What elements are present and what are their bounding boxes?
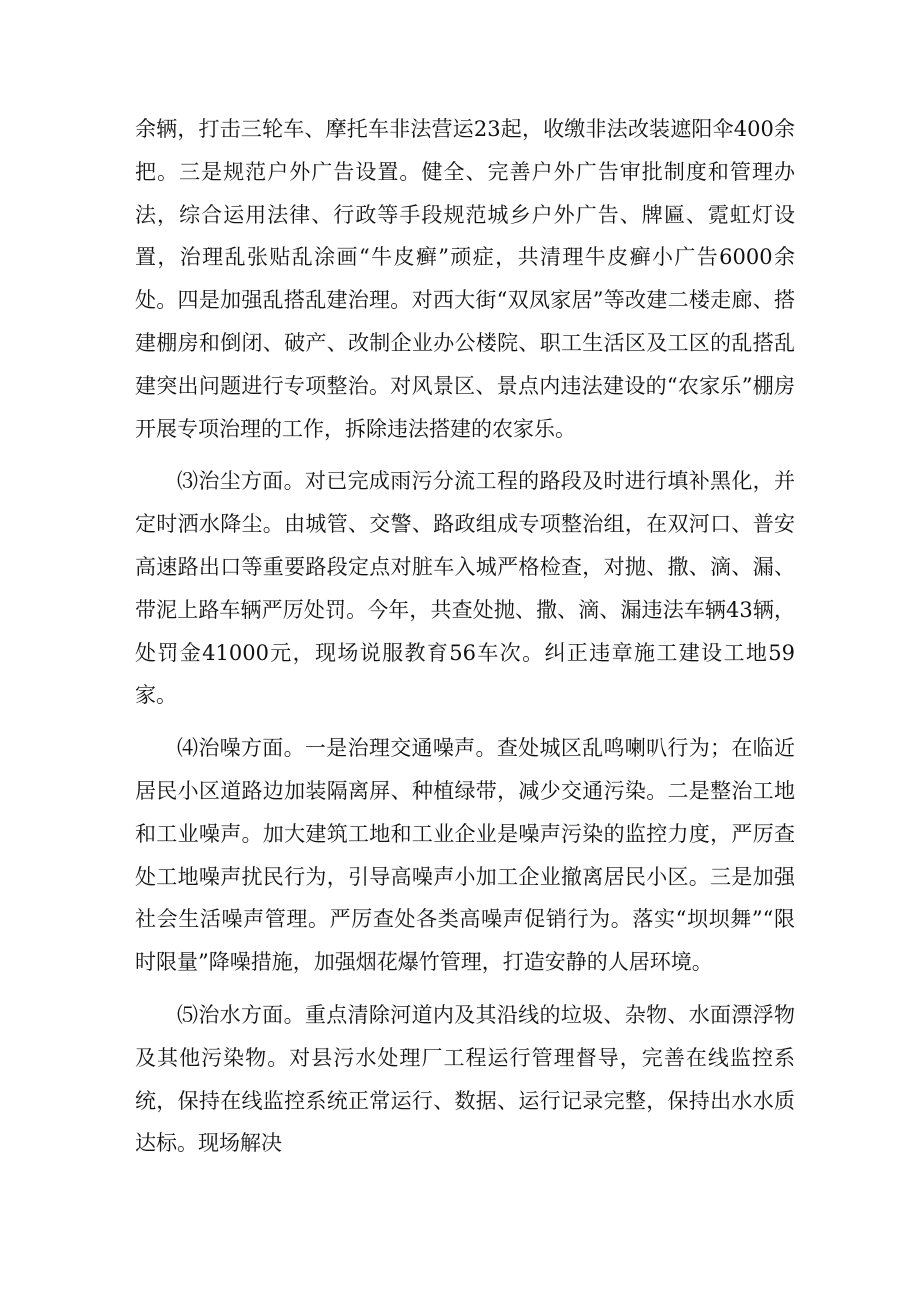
paragraph-outdoor-ads-and-illegal-construction: 余辆，打击三轮车、摩托车非法营运23起，收缴非法改装遮阳伞400余把。三是规范户外广告设置。健全、完善户外广告审批制度和管理办法，综合运用法律、行政等手段规范城乡户外广告、牌匾、霓虹灯设置，治理乱张贴乱涂画“牛皮癣”顽症，共清理牛皮癣小广告6000余处。四是加强乱搭乱建治理。对西大街“双凤家居”等改建二楼走廊、搭建棚房和倒闭、破产、改制企业办公楼院、职工生活区及工区的乱搭乱建突出问题进行专项整治。对风景区、景点内违法建设的“农家乐”棚房开展专项治理的工作，拆除违法搭建的农家乐。 <box>135 117 795 441</box>
document-body <box>135 108 795 1165</box>
paragraph-water-control: ⑸治水方面。重点清除河道内及其沿线的垃圾、杂物、水面漂浮物及其他污染物。对县污水处理厂工程运行管理督导，完善在线监控系统，保持在线监控系统正常运行、数据、运行记录完整，保持出水水质达标。现场解决 <box>135 1002 795 1156</box>
paragraph-noise-control: ⑷治噪方面。一是治理交通噪声。查处城区乱鸣喇叭行为；在临近居民小区道路边加装隔离屏、种植绿带，减少交通污染。二是整治工地和工业噪声。加大建筑工地和工业企业是噪声污染的监控力度，严厉查处工地噪声扰民行为，引导高噪声小加工企业撤离居民小区。三是加强社会生活噪声管理。严厉查处各类高噪声促销行为。落实“坝坝舞”“限时限量”降噪措施，加强烟花爆竹管理，打造安静的人居环境。 <box>135 736 795 975</box>
paragraph-dust-control: ⑶治尘方面。对已完成雨污分流工程的路段及时进行填补黑化，并定时洒水降尘。由城管、交警、路政组成专项整治组，在双河口、普安高速路出口等重要路段定点对脏车入城严格检查，对抛、撒、滴、漏、带泥上路车辆严厉处罚。今年，共查处抛、撒、滴、漏违法车辆43辆，处罚金41000元，现场说服教育56车次。纠正违章施工建设工地59家。 <box>135 469 795 708</box>
